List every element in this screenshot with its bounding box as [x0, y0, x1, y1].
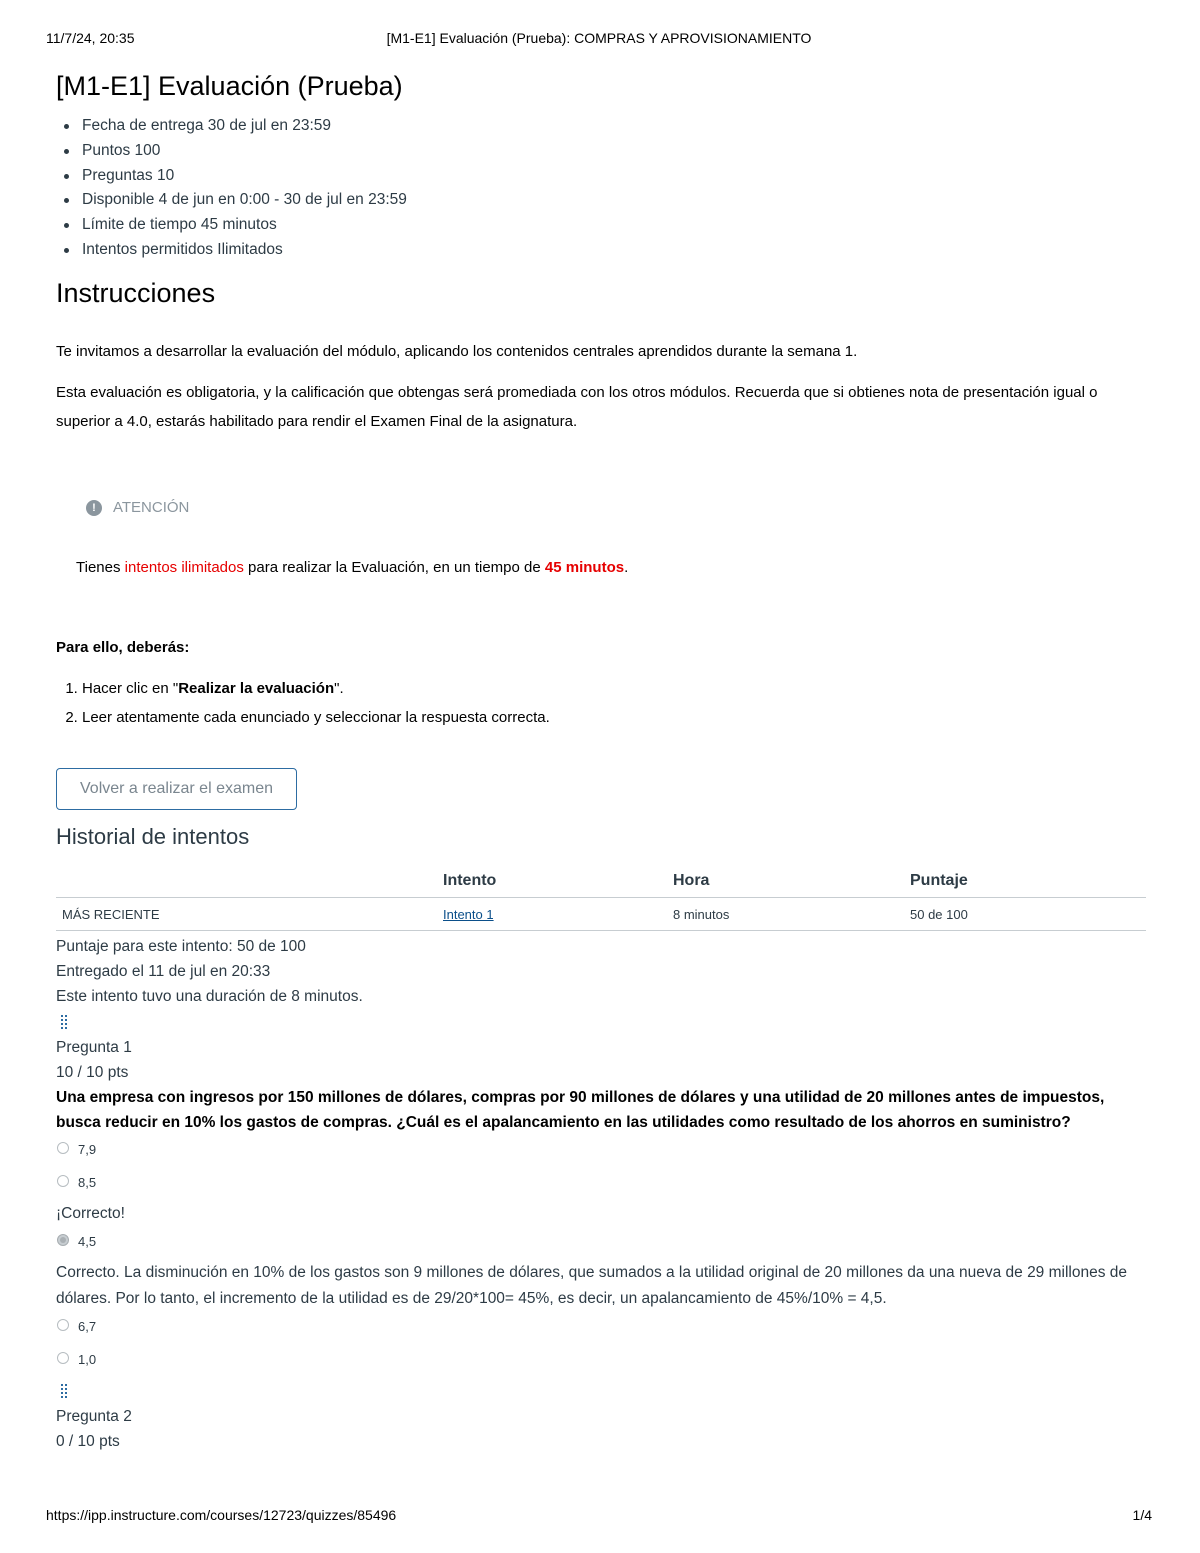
row-score: 50 de 100 [910, 898, 1146, 931]
notice-text-middle: para realizar la Evaluación, en un tiempo de [243, 558, 545, 576]
attempt-score-line: Puntaje para este intento: 50 de 100 [56, 938, 306, 956]
retake-quiz-button[interactable]: Volver a realizar el examen [56, 768, 297, 810]
step-1 [82, 674, 1148, 703]
detail-available: Disponible 4 de jun en 0:00 - 30 de jul en 23:59 [56, 188, 1148, 213]
answer-text: 7,9 [78, 1142, 97, 1158]
page-title: [M1-E1] Evaluación (Prueba) [56, 71, 403, 101]
detail-points: Puntos 100 [56, 139, 1148, 164]
attempt-summary [56, 934, 1148, 1009]
notice-text-end: . [624, 558, 629, 576]
answer-text: 8,5 [78, 1175, 97, 1191]
notice-unlimited-attempts: intentos ilimitados [124, 558, 244, 576]
answer-text: 4,5 [78, 1234, 97, 1250]
print-date: 11/7/24, 20:35 [46, 30, 135, 46]
notice-text-start: Tienes [76, 558, 125, 576]
row-time: 8 minutos [673, 898, 910, 931]
question-2-label: Pregunta 2 [56, 1408, 132, 1426]
detail-due-date: Fecha de entrega 30 de jul en 23:59 [56, 114, 1148, 139]
attempt-history-table [56, 864, 1146, 932]
print-header [46, 30, 1152, 50]
step-1-text: Hacer clic en " [82, 679, 179, 697]
radio-unselected-icon[interactable] [57, 1142, 69, 1154]
step-1-bold: Realizar la evaluación [178, 679, 335, 697]
detail-attempts-allowed: Intentos permitidos Ilimitados [56, 238, 1148, 263]
attempt-1-link[interactable]: Intento 1 [443, 906, 494, 922]
steps-list [56, 674, 1148, 732]
answer-option[interactable] [56, 1345, 1148, 1378]
row-label-most-recent: MÁS RECIENTE [56, 898, 443, 931]
question-2 [56, 1404, 1148, 1454]
notice-time-limit: 45 minutos [544, 558, 625, 576]
drag-handle-icon[interactable] [56, 1009, 76, 1035]
question-1 [56, 1035, 1148, 1378]
steps-intro: Para ello, deberás: [56, 638, 190, 656]
question-1-points: 10 / 10 pts [56, 1064, 129, 1082]
instructions-paragraph-2: Esta evaluación es obligatoria, y la calificación que obtengas será promediada con los otros módulos. Recuerda que si obtienes nota de presentación igual o superior a 4.0, estarás habilitado para rendir el Examen Final de la asignatura. [56, 383, 1098, 430]
answer-option-selected[interactable] [56, 1227, 1148, 1260]
radio-selected-icon[interactable] [57, 1234, 69, 1246]
header-score: Puntaje [910, 864, 1146, 898]
drag-handle-icon[interactable] [56, 1378, 76, 1404]
attempt-history-heading: Historial de intentos [56, 823, 250, 849]
info-circle-icon: ! [86, 500, 102, 516]
radio-unselected-icon[interactable] [57, 1175, 69, 1187]
step-1-end: ". [334, 679, 344, 697]
quiz-content [56, 68, 1148, 1454]
step-2: 2. Leer atentamente cada enunciado y seleccionar la respuesta correcta. [82, 703, 1148, 732]
attention-label: ATENCIÓN [113, 498, 190, 516]
answer-text: 1,0 [78, 1352, 97, 1368]
instructions-paragraph-1: Te invitamos a desarrollar la evaluación del módulo, aplicando los contenidos centrales aprendidos durante la semana 1. [56, 342, 858, 360]
radio-unselected-icon[interactable] [57, 1352, 69, 1364]
attempt-duration-line: Este intento tuvo una duración de 8 minutos. [56, 988, 363, 1006]
quiz-details-list [56, 114, 1148, 263]
answer-option[interactable] [56, 1135, 1148, 1168]
attention-callout [86, 496, 1148, 520]
question-1-text: Una empresa con ingresos por 150 millones de dólares, compras por 90 millones de dólares y una utilidad de 20 millones antes de impuestos, busca reducir en 10% los gastos de compras. ¿Cuál es el apalancamiento en las utilidades como resultado de los ahorros en suministro? [56, 1089, 1105, 1132]
header-attempt: Intento [443, 864, 673, 898]
print-footer [46, 1507, 1152, 1527]
print-doc-title: [M1-E1] Evaluación (Prueba): COMPRAS Y APROVISIONAMIENTO [386, 30, 812, 46]
header-time: Hora [673, 864, 910, 898]
print-url: https://ipp.instructure.com/courses/12723/quizzes/85496 [46, 1507, 397, 1523]
answer-feedback: Correcto. La disminución en 10% de los gastos son 9 millones de dólares, que sumados a la utilidad original de 20 millones da una nueva de 29 millones de dólares. Por lo tanto, el incremento de la utilidad es de 29/20*100= 45%, es decir, un apalancamiento de 45%/10% = 4,5. [56, 1264, 1128, 1308]
answer-option[interactable] [56, 1168, 1148, 1201]
answer-text: 6,7 [78, 1319, 97, 1335]
row-attempt-cell [443, 898, 673, 931]
header-blank [56, 864, 443, 898]
print-page-number: 1/4 [1132, 1507, 1152, 1523]
instructions-heading: Instrucciones [56, 277, 216, 308]
question-2-points: 0 / 10 pts [56, 1433, 120, 1451]
attempts-notice [76, 556, 1148, 580]
attempt-submitted-line: Entregado el 11 de jul en 20:33 [56, 963, 271, 981]
answer-option[interactable] [56, 1312, 1148, 1345]
detail-questions: Preguntas 10 [56, 164, 1148, 189]
table-row [56, 898, 1146, 931]
radio-unselected-icon[interactable] [57, 1319, 69, 1331]
detail-time-limit: Límite de tiempo 45 minutos [56, 213, 1148, 238]
table-header-row [56, 864, 1146, 898]
correct-answer-flag: ¡Correcto! [56, 1205, 125, 1223]
question-1-label: Pregunta 1 [56, 1039, 132, 1057]
